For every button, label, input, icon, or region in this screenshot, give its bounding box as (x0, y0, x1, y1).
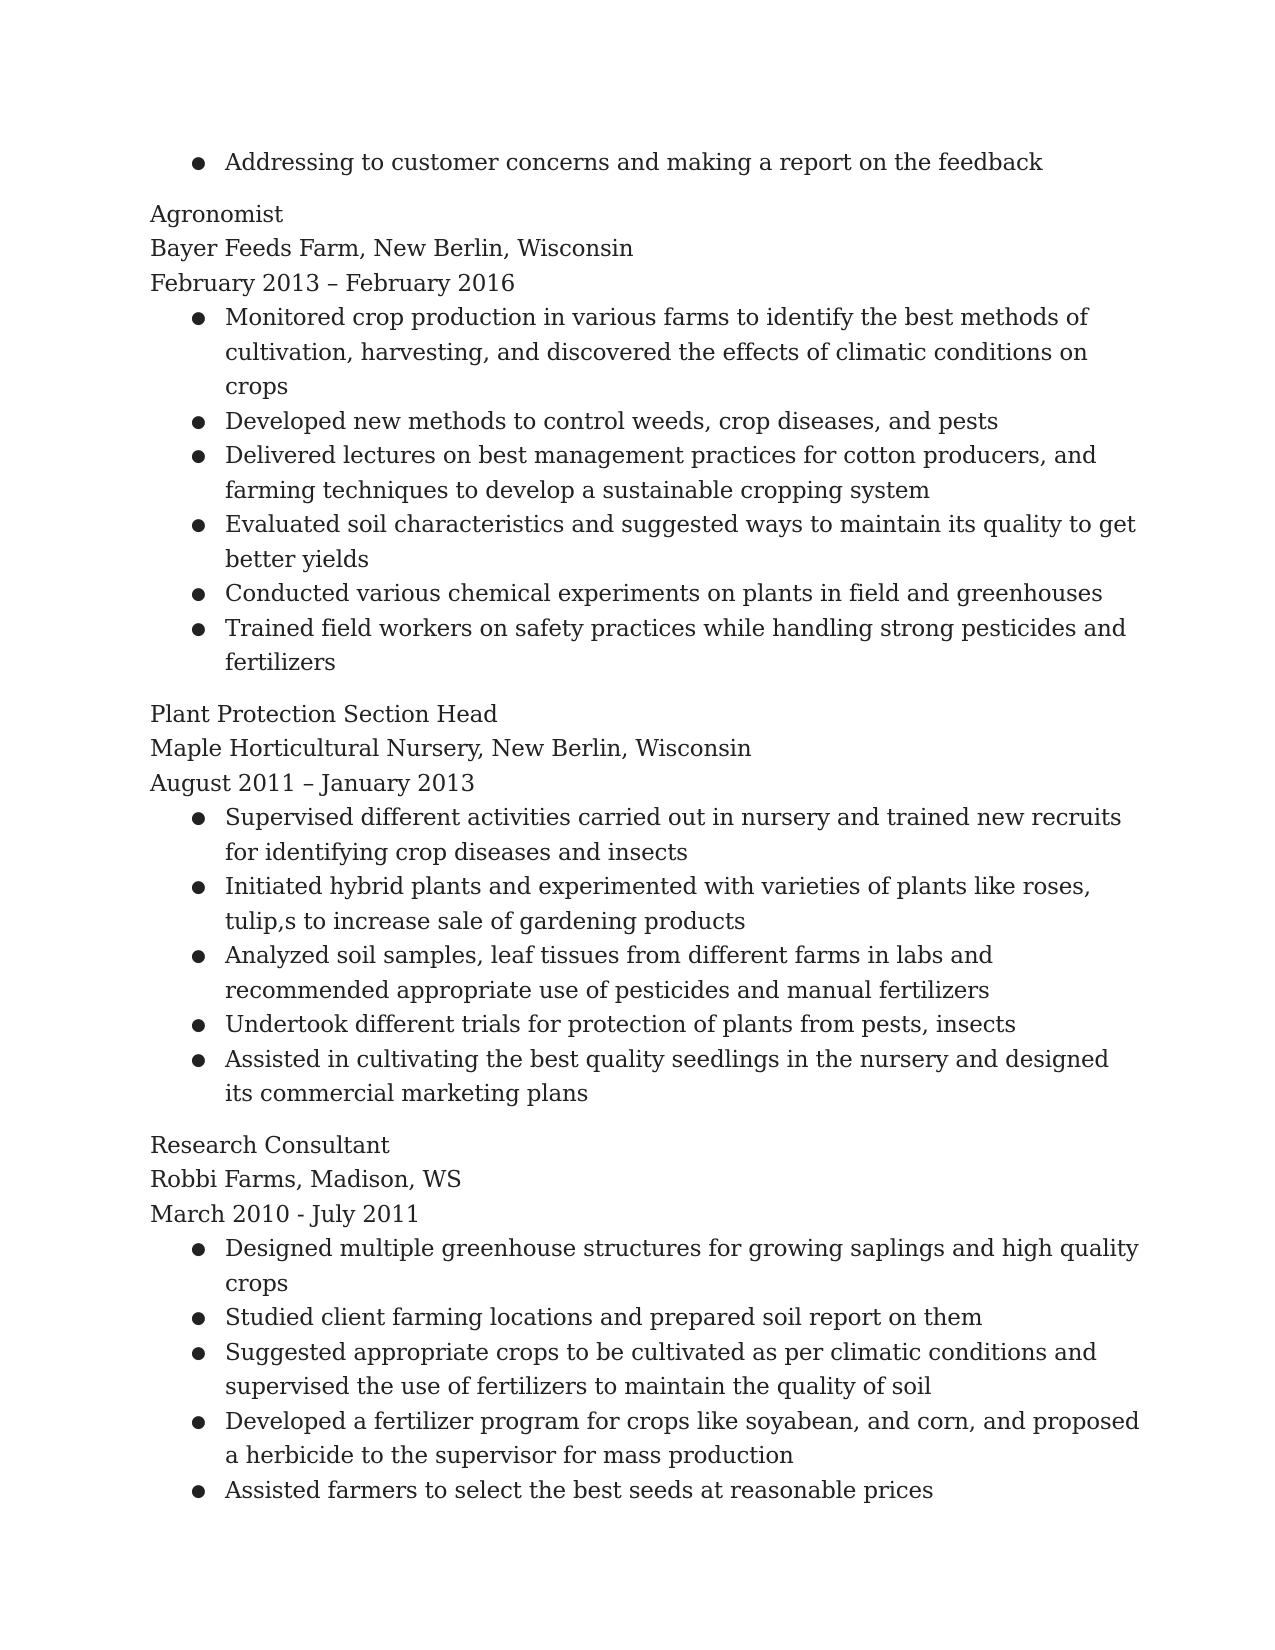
bullet-icon: ● (191, 1480, 206, 1501)
job-company: Robbi Farms, Madison, WS (150, 1167, 462, 1193)
job-bullet-list (150, 301, 1140, 681)
bullet-item: ● Evaluated soil characteristics and suggested ways to maintain its quality to get better yields (150, 508, 1140, 577)
bullet-item: ● Supervised different activities carried out in nursery and trained new recruits for identifying crop diseases and insects (150, 801, 1140, 870)
bullet-item: ● Monitored crop production in various farms to identify the best methods of cultivation, harvesting, and discovered the effects of climatic conditions on crops (150, 301, 1140, 405)
bullet-item: ● Developed a fertilizer program for crops like soyabean, and corn, and proposed a herbicide to the supervisor for mass production (150, 1405, 1140, 1474)
job-bullet-list (150, 801, 1140, 1112)
job-dates: February 2013 – February 2016 (150, 270, 516, 297)
bullet-icon: ● (191, 411, 206, 432)
bullet-icon: ● (191, 808, 206, 828)
bullet-item: ● Initiated hybrid plants and experimented with varieties of plants like roses, tulip,s to increase sale of gardening products (150, 870, 1140, 939)
resume-content (150, 146, 1140, 1508)
bullet-icon: ● (191, 153, 206, 173)
bullet-icon: ● (191, 308, 206, 328)
bullet-icon: ● (191, 584, 206, 604)
bullet-item: ● Assisted in cultivating the best quality seedlings in the nursery and designed its commercial marketing plans (150, 1043, 1140, 1112)
bullet-icon: ● (191, 877, 206, 897)
bullet-icon: ● (191, 1015, 206, 1035)
bullet-icon: ● (191, 446, 206, 466)
job-entry (150, 698, 1140, 1112)
bullet-item: ● Delivered lectures on best management practices for cotton producers, and farming techniques to develop a sustainable cropping system (150, 439, 1140, 508)
job-dates: March 2010 - July 2011 (150, 1201, 421, 1228)
bullet-item: ● Undertook different trials for protection of plants from pests, insects (150, 1008, 1140, 1043)
job-bullet-list (150, 1232, 1140, 1508)
bullet-item: ● Analyzed soil samples, leaf tissues from different farms in labs and recommended appropriate use of pesticides and manual fertilizers (150, 939, 1140, 1008)
job-title: Research Consultant (150, 1132, 390, 1159)
bullet-icon: ● (191, 1342, 206, 1363)
job-dates: August 2011 – January 2013 (150, 770, 475, 797)
bullet-icon: ● (191, 1308, 206, 1328)
bullet-item: ● Suggested appropriate crops to be cultivated as per climatic conditions and supervised the use of fertilizers to maintain the quality of soil (150, 1336, 1140, 1405)
bullet-icon: ● (191, 618, 206, 639)
bullet-icon: ● (191, 515, 206, 535)
bullet-item: ● Trained field workers on safety practices while handling strong pesticides and fertilizers (150, 612, 1140, 681)
job-title: Plant Protection Section Head (150, 701, 498, 728)
bullet-item: ● Designed multiple greenhouse structures for growing saplings and high quality crops (150, 1232, 1140, 1301)
job-company: Bayer Feeds Farm, New Berlin, Wisconsin (150, 236, 634, 262)
job-company: Maple Horticultural Nursery, New Berlin, Wisconsin (150, 736, 752, 762)
bullet-item: ● Assisted farmers to select the best seeds at reasonable prices (150, 1474, 1140, 1509)
bullet-item: ● Addressing to customer concerns and making a report on the feedback (150, 146, 1140, 181)
job-entry (150, 1129, 1140, 1509)
top-bullet-list (150, 146, 1140, 181)
bullet-item: ● Studied client farming locations and prepared soil report on them (150, 1301, 1140, 1336)
job-title: Agronomist (150, 201, 284, 228)
bullet-icon: ● (191, 946, 206, 966)
bullet-item: ● Conducted various chemical experiments on plants in field and greenhouses (150, 577, 1140, 612)
job-entry (150, 198, 1140, 681)
bullet-icon: ● (191, 1411, 206, 1432)
bullet-item: ● Developed new methods to control weeds, crop diseases, and pests (150, 405, 1140, 440)
bullet-icon: ● (191, 1239, 206, 1259)
bullet-icon: ● (191, 1049, 206, 1070)
